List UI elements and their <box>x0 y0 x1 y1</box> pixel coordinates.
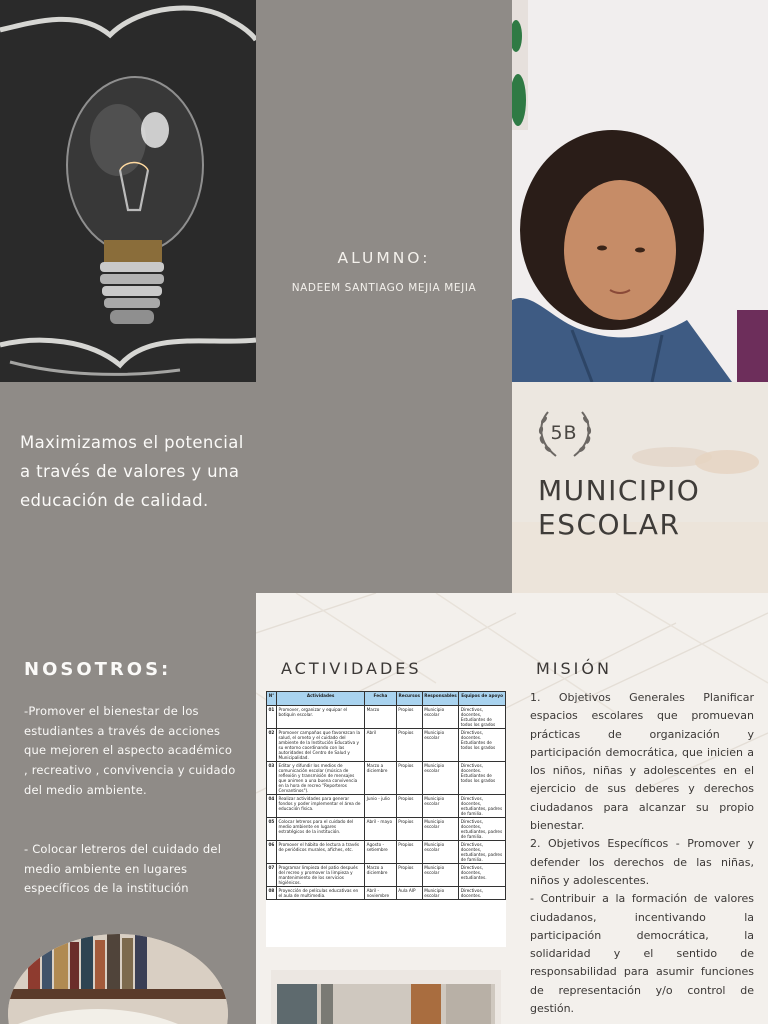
table-cell: 08 <box>267 887 277 900</box>
table-cell: Directivos, docentes, estudiantes. <box>459 864 506 887</box>
table-cell: 05 <box>267 818 277 841</box>
table-cell: Municipio escolar <box>422 818 459 841</box>
mission-title: MISIÓN <box>536 659 612 678</box>
slogan-text: Maximizamos el potencial a través de valores y una educación de calidad. <box>20 433 244 510</box>
table-cell: Promover, organizar y equipar el botiquín escolar. <box>276 706 364 729</box>
title-line-2: ESCOLAR <box>538 508 681 541</box>
laurel-badge <box>534 402 600 462</box>
student-name: NADEEM SANTIAGO MEJIA MEJIA <box>291 282 477 294</box>
table-cell: Colocar letreros para el cuidado del medio ambiente en lugares estratégicos de la institución. <box>276 818 364 841</box>
table-cell: Promover campañas que favorezcan la salud, el orneto y el cuidado del ambiente de la Institución Educativa y su entorno coordinando con las autoridades del Centro de Salud y Municipalidad. <box>276 729 364 762</box>
table-cell: Marzo <box>365 706 397 729</box>
table-cell: Propios <box>396 818 422 841</box>
student-panel <box>256 0 512 593</box>
mission-text: 1. Objetivos Generales Planificar espacios escolares que promuevan prácticas de organización y participación democrática, que inicien a los niños, niñas y adolescentes en el ejercicio de sus deberes y derechos ciudadanos para alcanzar su propio bienestar. 2. Objetivos Específicos - Promover y defender los derechos de las niñas, niños y adolescentes. - Contribuir a la formación de valores ciudadanos, incentivando la participación democrática, la solidaridad y el sentido de responsabilidad para asumir funciones de representación y/o control de gestión. <box>530 691 754 1016</box>
table-row <box>267 706 506 729</box>
table-cell: Proyección de películas educativas en el aula de multimedia. <box>276 887 364 900</box>
table-cell: Propios <box>396 841 422 864</box>
table-cell: Propios <box>396 729 422 762</box>
table-cell: Municipio escolar <box>422 762 459 795</box>
lightbulb-illustration <box>0 0 256 382</box>
table-cell: Municipio escolar <box>422 729 459 762</box>
table-row <box>267 729 506 762</box>
table-cell: 03 <box>267 762 277 795</box>
content-panel <box>256 593 768 1024</box>
table-header-row <box>267 692 506 706</box>
table-header-cell: N° <box>267 692 277 706</box>
table-cell: Directivos, docentes. <box>459 887 506 900</box>
table-cell: Abril <box>365 729 397 762</box>
table-header-cell: Recursos <box>396 692 422 706</box>
title-line-1: MUNICIPIO <box>538 474 701 507</box>
table-cell: Municipio escolar <box>422 706 459 729</box>
table-cell: Municipio escolar <box>422 841 459 864</box>
student-label: ALUMNO: <box>337 249 431 267</box>
table-row <box>267 841 506 864</box>
table-cell: Agosto - setiembre <box>365 841 397 864</box>
table-header-cell: Actividades <box>276 692 364 706</box>
table-cell: Marzo a diciembre <box>365 864 397 887</box>
about-title: NOSOTROS: <box>24 659 172 680</box>
table-cell: Propios <box>396 864 422 887</box>
table-cell: Junio - julio <box>365 795 397 818</box>
table-cell: Promover el hábito de lectura a través de periódicos murales, afiches, etc. <box>276 841 364 864</box>
table-cell: Directivos, docentes. Estudiantes de todos los grados <box>459 762 506 795</box>
table-header-cell: Fecha <box>365 692 397 706</box>
table-cell: Directivos, docentes, Estudiantes de todos los grados <box>459 706 506 729</box>
table-cell: Propios <box>396 706 422 729</box>
table-row <box>267 762 506 795</box>
title-panel <box>512 382 768 593</box>
table-cell: 01 <box>267 706 277 729</box>
table-cell: Directivos, docentes. Estudiantes de todos los grados <box>459 729 506 762</box>
table-cell: Directivos, docentes, estudiantes, padres de familia. <box>459 795 506 818</box>
table-cell: Municipio escolar <box>422 887 459 900</box>
table-cell: Municipio escolar <box>422 795 459 818</box>
table-cell: 04 <box>267 795 277 818</box>
about-paragraph-1: -Promover el bienestar de los estudiantes a través de acciones que mejoren el aspecto académico , recreativo , convivencia y cuidado del medio ambiente. <box>24 704 236 797</box>
activities-table <box>266 691 506 900</box>
activities-title: ACTIVIDADES <box>281 659 422 678</box>
table-cell: Programar limpieza del patio después del recreo y promover la limpieza y mantenimiento de los servicios higiénicos. <box>276 864 364 887</box>
hallway-illustration <box>271 970 501 1024</box>
table-row <box>267 818 506 841</box>
table-cell: Aula AIP <box>396 887 422 900</box>
table-cell: Directivos, docentes, estudiantes, padres de familia. <box>459 841 506 864</box>
about-paragraph-2: - Colocar letreros del cuidado del medio ambiente en lugares específicos de la institución <box>24 842 222 896</box>
lightbulb-photo <box>0 0 256 382</box>
hallway-photo <box>271 970 501 1024</box>
table-cell: Directivos, docentes, estudiantes, padres de familia. <box>459 818 506 841</box>
table-header-cell: Equipos de apoyo <box>459 692 506 706</box>
group-badge-label: 5B <box>550 422 578 444</box>
table-cell: Marzo a diciembre <box>365 762 397 795</box>
table-cell: 07 <box>267 864 277 887</box>
table-row <box>267 887 506 900</box>
table-cell: 02 <box>267 729 277 762</box>
student-girl-photo <box>512 0 768 382</box>
activities-table-image <box>266 691 506 947</box>
table-row <box>267 864 506 887</box>
table-cell: Propios <box>396 762 422 795</box>
table-cell: Propios <box>396 795 422 818</box>
table-header-cell: Responsables <box>422 692 459 706</box>
table-cell: Abril - noviembre <box>365 887 397 900</box>
table-cell: Abril - mayo <box>365 818 397 841</box>
table-cell: 06 <box>267 841 277 864</box>
table-cell: Realizar actividades para generar fondos y poder implementar el área de educación física. <box>276 795 364 818</box>
girl-writing-illustration <box>512 0 768 382</box>
slogan-panel <box>0 382 256 593</box>
table-cell: Municipio escolar <box>422 864 459 887</box>
table-row <box>267 795 506 818</box>
table-cell: Editar y difundir los medios de comunicación escolar (música de reflexión y transmisión de mensajes que animen a una buena convivencia en la hora de recreo "Reporteros Cervantinos"). <box>276 762 364 795</box>
